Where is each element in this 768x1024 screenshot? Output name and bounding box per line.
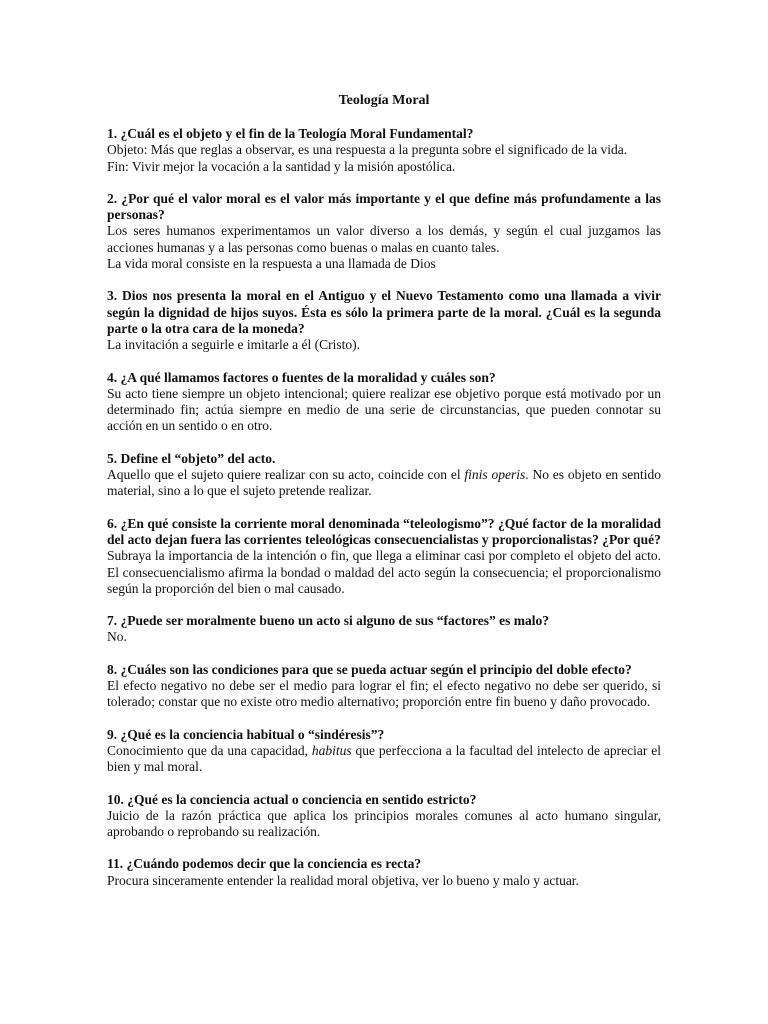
- question-11: 11. ¿Cuándo podemos decir que la conciencia es recta?: [107, 856, 422, 872]
- answer-10-line-1: Juicio de la razón práctica que aplica los principios morales comunes al acto humano singular, aprobando o reprobando su realización.: [107, 807, 661, 840]
- answer-11: [107, 873, 661, 889]
- answer-9: [107, 743, 661, 776]
- qa-item-3: [107, 288, 661, 353]
- question-6: 6. ¿En qué consiste la corriente moral denominada “teleologismo”? ¿Qué factor de la moralidad del acto dejan fuera las corrientes teleológicas consecuencialistas y proporcionalistas? ¿Por qué?: [107, 515, 661, 547]
- answer-9-after: que perfecciona a la facultad del intelecto de apreciar el bien y mal moral.: [107, 742, 661, 775]
- answer-3-line-1: La invitación a seguirle e imitarle a él (Cristo).: [107, 337, 361, 353]
- qa-item-5: [107, 451, 661, 500]
- qa-item-6: [107, 516, 661, 597]
- question-10: 10. ¿Qué es la conciencia actual o conciencia en sentido estricto?: [107, 791, 477, 807]
- question-4: 4. ¿A qué llamamos factores o fuentes de la moralidad y cuáles son?: [107, 369, 496, 385]
- answer-7: [107, 629, 661, 645]
- question-9: 9. ¿Qué es la conciencia habitual o “sindéresis”?: [107, 726, 385, 742]
- question-5: 5. Define el “objeto” del acto.: [107, 450, 276, 466]
- answer-2: [107, 223, 661, 272]
- answer-11-line-1: Procura sinceramente entender la realidad moral objetiva, ver lo bueno y malo y actuar.: [107, 872, 579, 888]
- qa-item-7: [107, 613, 661, 646]
- page-title: Teología Moral: [338, 93, 430, 108]
- answer-9-italic: habitus: [311, 742, 352, 758]
- answer-1: [107, 142, 661, 175]
- answer-5-italic: finis operis: [464, 467, 526, 483]
- answer-5-text: [107, 467, 661, 500]
- qa-item-2: [107, 191, 661, 272]
- question-1: 1. ¿Cuál es el objeto y el fin de la Teología Moral Fundamental?: [107, 126, 474, 141]
- answer-2-line-1: Los seres humanos experimentamos un valor diverso a los demás, y según el cual juzgamos las acciones humanas y a las personas como buenas o malas en cuanto tales.: [107, 223, 661, 255]
- answer-6: [107, 548, 661, 597]
- answer-9-before: Conocimiento que da una capacidad,: [107, 742, 312, 758]
- qa-item-10: [107, 792, 661, 841]
- answer-5: [107, 467, 661, 500]
- qa-item-9: [107, 727, 661, 776]
- qa-item-1: [107, 126, 661, 175]
- answer-5-after: . No es objeto en sentido material, sino a lo que el sujeto pretende realizar.: [107, 467, 662, 499]
- answer-5-before: Aquello que el sujeto quiere realizar con su acto, coincide con el: [107, 467, 465, 483]
- answer-4-line-1: Su acto tiene siempre un objeto intencional; quiere realizar ese objetivo porque está motivado por un determinado fin; actúa siempre en medio de una serie de circunstancias, que pueden connotar su acción en un sentido o en otro.: [107, 385, 661, 434]
- answer-8-line-1: El efecto negativo no debe ser el medio para lograr el fin; el efecto negativo no debe ser querido, si tolerado; constar que no existe otro medio alternativo; proporción entre fin bueno y daño provocado.: [107, 678, 661, 710]
- qa-item-8: [107, 662, 661, 711]
- answer-1-line-2: Fin: Vivir mejor la vocación a la santidad y la misión apostólica.: [107, 158, 456, 174]
- qa-item-11: [107, 856, 661, 889]
- answer-8: [107, 678, 661, 711]
- question-8: 8. ¿Cuáles son las condiciones para que se pueda actuar según el principio del doble efecto?: [107, 661, 632, 677]
- question-3: 3. Dios nos presenta la moral en el Antiguo y el Nuevo Testamento como una llamada a vivir según la dignidad de hijos suyos. Ésta es sólo la primera parte de la moral. ¿Cuál es la segunda parte o la otra cara de la moneda?: [107, 288, 661, 336]
- answer-4: [107, 386, 661, 435]
- question-7: 7. ¿Puede ser moralmente bueno un acto si alguno de sus “factores” es malo?: [107, 613, 549, 629]
- answer-9-text: [107, 743, 661, 776]
- answer-3: [107, 337, 661, 353]
- answer-7-line-1: No.: [107, 629, 127, 645]
- answer-2-line-2: La vida moral consiste en la respuesta a una llamada de Dios: [107, 256, 436, 272]
- answer-1-line-1: Objeto: Más que reglas a observar, es una respuesta a la pregunta sobre el significado de la vida.: [107, 142, 628, 158]
- question-2: 2. ¿Por qué el valor moral es el valor más importante y el que define más profundamente a las personas?: [107, 190, 661, 223]
- answer-6-line-1: Subraya la importancia de la intención o fin, que llega a eliminar casi por completo el objeto del acto. El consecuencialismo afirma la bondad o maldad del acto según la consecuencia; el proporcionalismo según la proporción del bien o mal causado.: [107, 548, 661, 596]
- qa-item-4: [107, 370, 661, 435]
- answer-10: [107, 808, 661, 841]
